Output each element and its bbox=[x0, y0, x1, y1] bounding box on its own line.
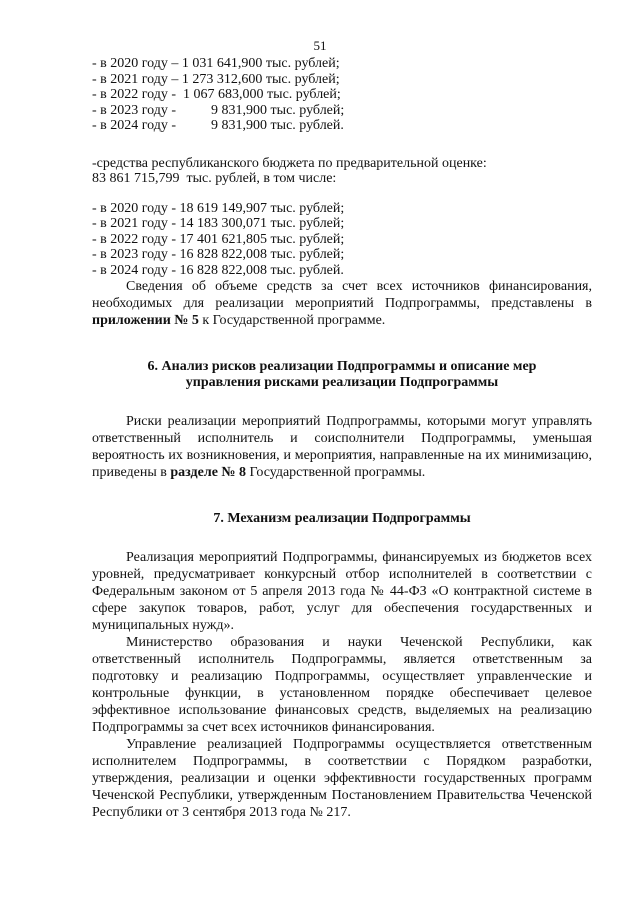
sources-paragraph: Сведения об объеме средств за счет всех источников финансирования, необходимых для реализации мероприятий Подпрограммы, представлены в приложении № 5 к Государственной программе. bbox=[92, 279, 592, 328]
section7-paragraph2: Министерство образования и науки Чеченской Республики, как ответственный исполнитель Подпрограммы, является ответственным за подготовку и реализацию Подпрограммы, осуществляет управленческие и контрольные функции, в установленном порядке обеспечивает целевое эффективное использование финансовых средств, выделяемых на реализацию Подпрограммы за счет всех источников финансирования. bbox=[92, 635, 592, 735]
section6-heading: 6. Анализ рисков реализации Подпрограммы и описание мер управления рисками реализации Подпрограммы bbox=[147, 359, 537, 390]
republic-line-2023: - в 2023 году - 16 828 822,008 тыс. рублей; bbox=[92, 247, 345, 262]
republic-budget-intro-line1: -средства республиканского бюджета по предварительной оценке: bbox=[92, 155, 487, 171]
page-number: 51 bbox=[313, 38, 327, 53]
funding-line-2024: - в 2024 году - 9 831,900 тыс. рублей. bbox=[92, 118, 344, 133]
republic-line-2022: - в 2022 году - 17 401 621,805 тыс. рублей; bbox=[92, 231, 345, 247]
republic-budget-intro-line2: 83 861 715,799 тыс. рублей, в том числе: bbox=[92, 171, 337, 186]
section7-paragraph3: Управление реализацией Подпрограммы осуществляется ответственным исполнителем Подпрограммы, в соответствии с Порядком разработки, утверждения, реализации и оценки эффективности государственных программ Чеченской Республики, утвержденным Постановлением Правительства Чеченской Республики от 3 сентября 2013 года № 217. bbox=[92, 737, 592, 820]
funding-line-2020: - в 2020 году – 1 031 641,900 тыс. рублей; bbox=[92, 56, 340, 71]
federal-funding-list bbox=[92, 56, 592, 134]
page-content bbox=[92, 56, 592, 821]
republic-line-2024: - в 2024 году - 16 828 822,008 тыс. рублей. bbox=[92, 262, 344, 278]
section7-heading: 7. Механизм реализации Подпрограммы bbox=[213, 511, 471, 526]
section6-paragraph: Риски реализации мероприятий Подпрограммы, которыми могут управлять ответственный исполнитель и соисполнители Подпрограммы, уменьшая вероятность их возникновения, и мероприятия, направленные на их минимизацию, приведены в разделе № 8 Государственной программы. bbox=[92, 414, 592, 480]
republic-line-2021: - в 2021 году - 14 183 300,071 тыс. рублей; bbox=[92, 216, 345, 231]
republic-budget-intro bbox=[92, 156, 592, 187]
section-reference: разделе № 8 bbox=[170, 465, 246, 480]
funding-line-2021: - в 2021 году – 1 273 312,600 тыс. рублей; bbox=[92, 71, 340, 87]
section7-paragraph1: Реализация мероприятий Подпрограммы, финансируемых из бюджетов всех уровней, предусматривает конкурсный отбор исполнителей в соответствии с Федеральным законом от 5 апреля 2013 года № 44-ФЗ «О контрактной системе в сфере закупок товаров, работ, услуг для обеспечения государственных и муниципальных нужд». bbox=[92, 550, 592, 633]
funding-line-2023: - в 2023 году - 9 831,900 тыс. рублей; bbox=[92, 102, 345, 118]
republic-funding-list bbox=[92, 201, 592, 279]
appendix-reference: приложении № 5 bbox=[92, 313, 199, 328]
republic-line-2020: - в 2020 году - 18 619 149,907 тыс. рублей; bbox=[92, 200, 345, 216]
funding-line-2022: - в 2022 году - 1 067 683,000 тыс. рублей; bbox=[92, 87, 341, 102]
